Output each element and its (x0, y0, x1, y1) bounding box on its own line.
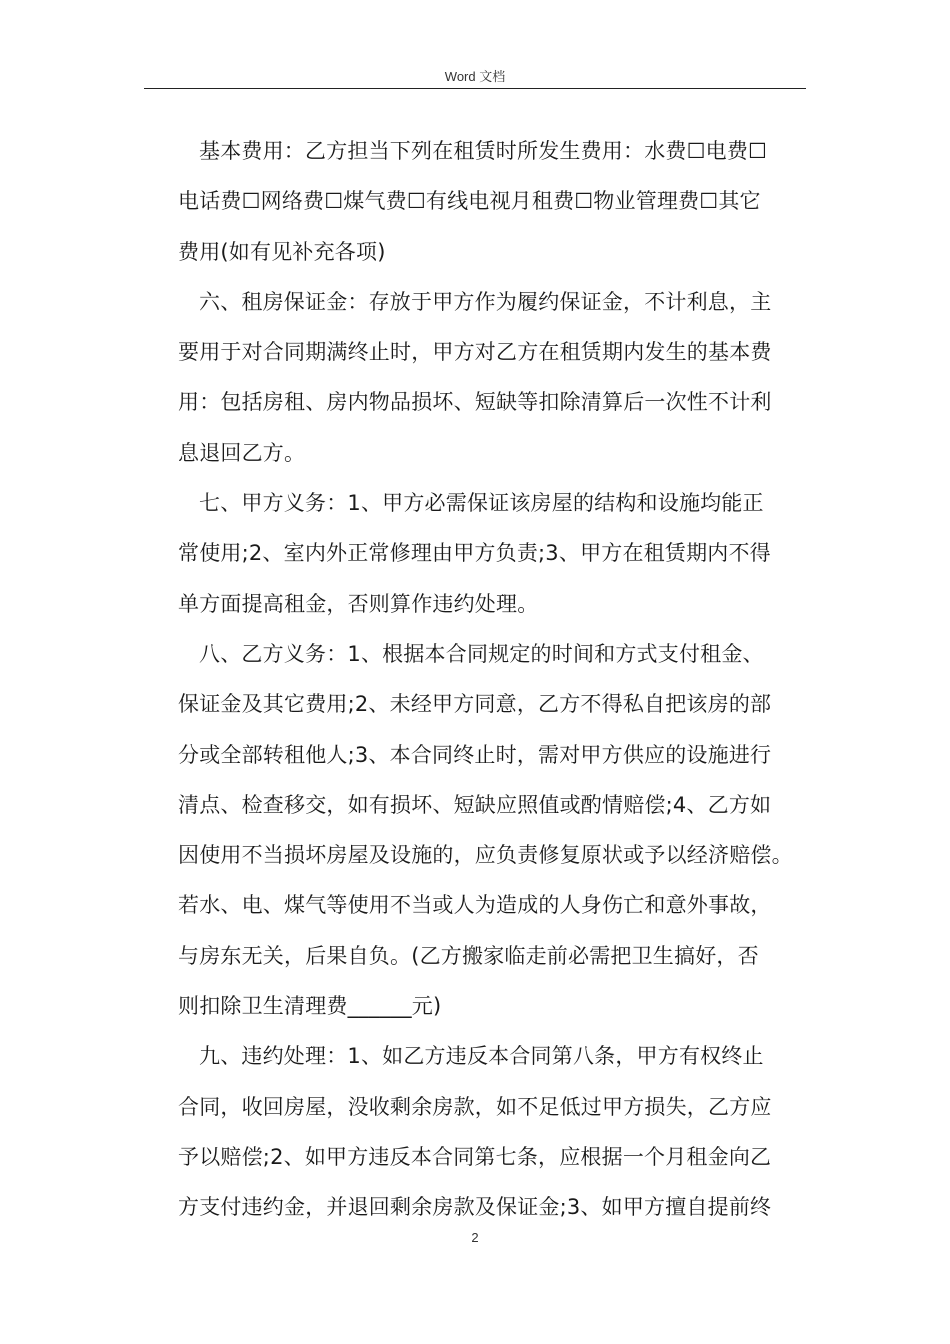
text-line: 电话费☐网络费☐煤气费☐有线电视月租费☐物业管理费☐其它 (178, 189, 761, 214)
text-line: 合同，收回房屋，没收剩余房款，如不足低过甲方损失，乙方应 (178, 1094, 772, 1119)
text-line: 方支付违约金，并退回剩余房款及保证金;3、如甲方擅自提前终 (178, 1195, 772, 1220)
text-line: 与房东无关，后果自负。(乙方搬家临走前必需把卫生搞好，否 (178, 943, 759, 968)
text-line: 要用于对合同期满终止时，甲方对乙方在租赁期内发生的基本费 (178, 340, 772, 365)
text-line: 基本费用：乙方担当下列在租赁时所发生费用：水费☐电费☐ (199, 139, 768, 163)
page-number: 2 (471, 1230, 479, 1245)
text-line: 若水、电、煤气等使用不当或人为造成的人身伤亡和意外事故， (178, 893, 772, 918)
text-line: 常使用;2、室内外正常修理由甲方负责;3、甲方在租赁期内不得 (178, 541, 771, 566)
text-line: 息退回乙方。 (178, 440, 306, 465)
text-line: 因使用不当损坏房屋及设施的，应负责修复原状或予以经济赔偿。 (178, 843, 793, 868)
document-body (178, 126, 818, 1233)
text-line: 八、乙方义务：1、根据本合同规定的时间和方式支付租金、 (199, 641, 764, 666)
text-line: 费用(如有见补充各项) (178, 239, 386, 264)
text-line: 清点、检查移交，如有损坏、短缺应照值或酌情赔偿;4、乙方如 (178, 792, 772, 817)
header-divider (144, 88, 806, 89)
text-line: 则扣除卫生清理费______元) (178, 994, 442, 1019)
text-line: 保证金及其它费用;2、未经甲方同意，乙方不得私自把该房的部 (178, 692, 772, 717)
text-line: 九、违约处理：1、如乙方违反本合同第八条，甲方有权终止 (199, 1044, 764, 1069)
text-line: 六、租房保证金：存放于甲方作为履约保证金，不计利息，主 (199, 289, 772, 314)
text-line: 予以赔偿;2、如甲方违反本合同第七条，应根据一个月租金向乙 (178, 1144, 772, 1169)
text-line: 七、甲方义务：1、甲方必需保证该房屋的结构和设施均能正 (199, 491, 764, 516)
text-line: 单方面提高租金，否则算作违约处理。 (178, 591, 539, 616)
text-line: 用：包括房租、房内物品损坏、短缺等扣除清算后一次性不计利 (178, 390, 772, 415)
page-header: Word 文档 (444, 69, 506, 84)
text-line: 分或全部转租他人;3、本合同终止时，需对甲方供应的设施进行 (178, 742, 772, 767)
